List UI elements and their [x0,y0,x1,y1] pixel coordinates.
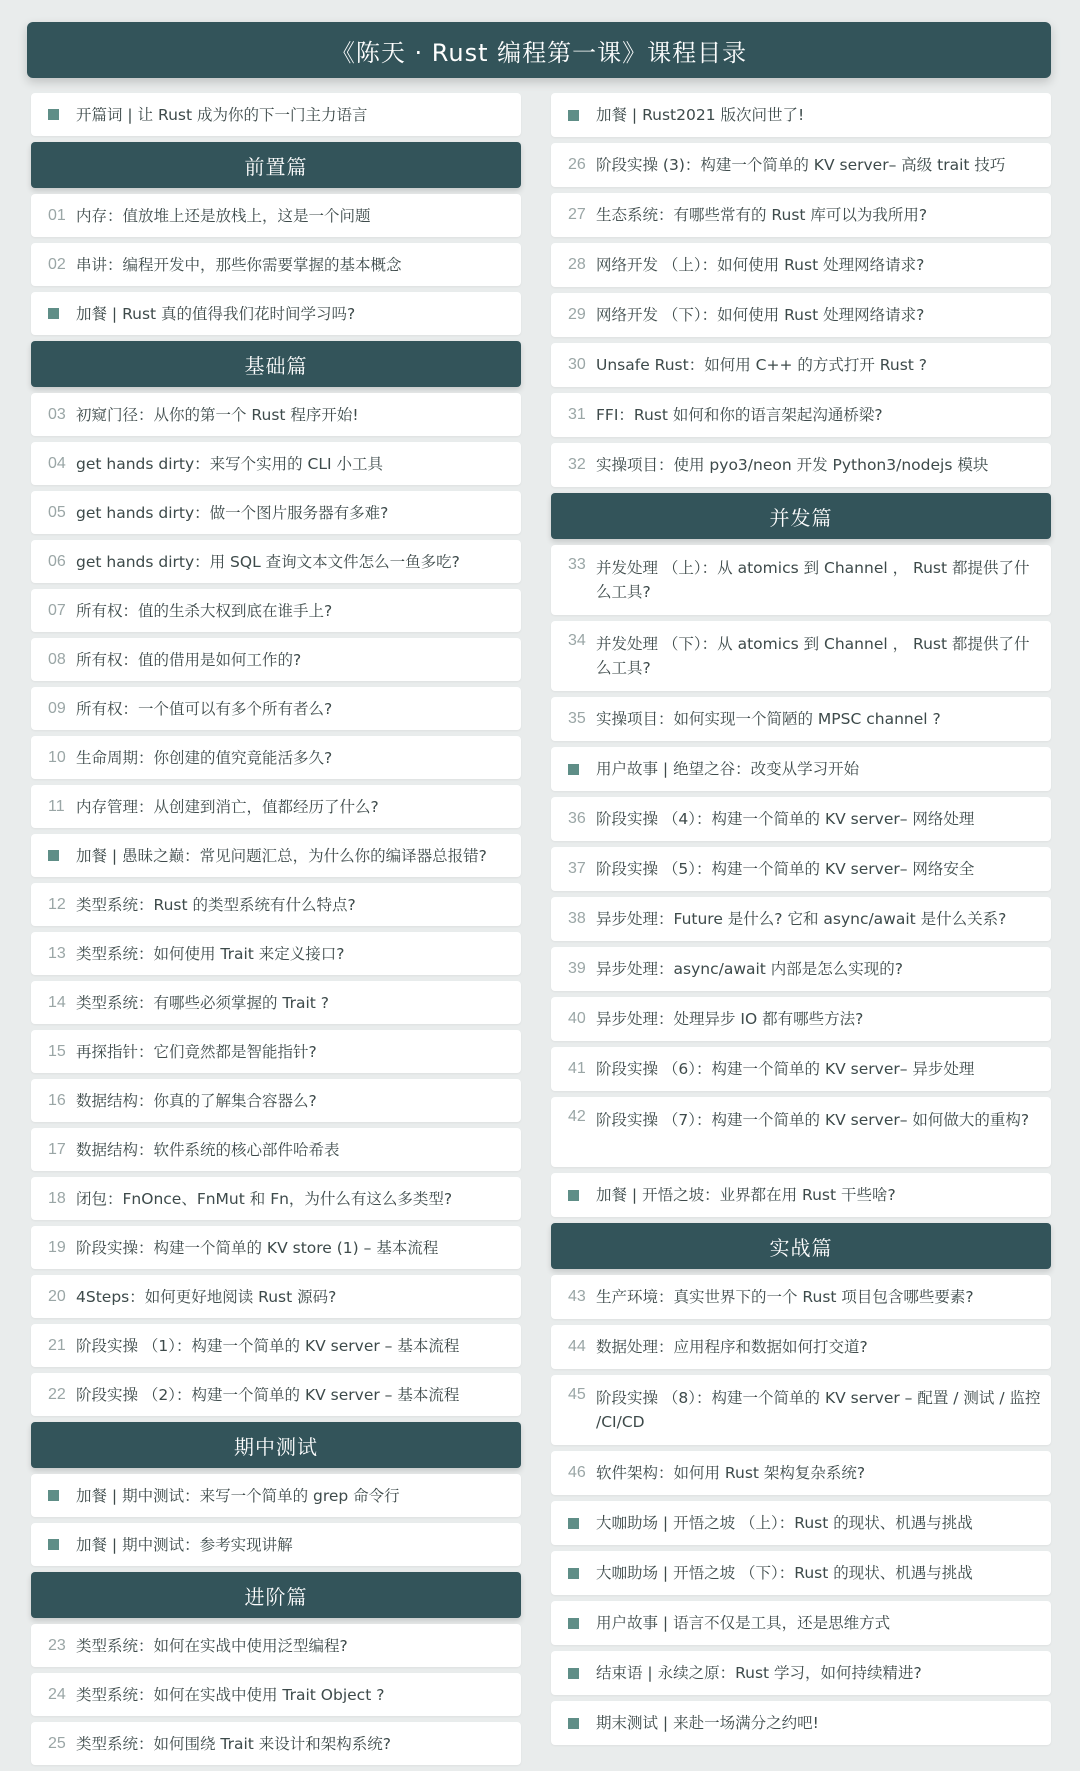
lesson-title: get hands dirty：做一个图片服务器有多难? [76,503,389,522]
lesson-title: 类型系统：Rust 的类型系统有什么特点? [76,895,356,914]
lesson-number: 29 [568,306,586,323]
lesson-title: 阶段实操 （1）：构建一个简单的 KV server – 基本流程 [76,1336,460,1355]
lesson-title: 类型系统：如何围绕 Trait 来设计和架构系统? [76,1734,392,1753]
lesson-number: 19 [48,1238,66,1256]
section-header [31,1572,521,1618]
bullet-cell [568,1718,596,1729]
lesson-title: 阶段实操 （6）：构建一个简单的 KV server– 异步处理 [596,1060,975,1078]
lesson-item[interactable] [551,545,1051,615]
bonus-lesson-item[interactable] [551,1651,1051,1695]
lesson-title: 串讲：编程开发中，那些你需要掌握的基本概念 [76,255,402,274]
lesson-number: 23 [48,1636,66,1654]
title-bar [27,22,1051,78]
lesson-title: 阶段实操 （4）：构建一个简单的 KV server– 网络处理 [596,810,975,828]
lesson-item[interactable] [31,981,521,1024]
section-title: 基础篇 [244,353,308,378]
square-bullet-icon [48,109,59,120]
lesson-number: 39 [568,960,586,977]
square-bullet-icon [568,1668,579,1679]
square-bullet-icon [568,110,579,121]
lesson-item[interactable] [551,621,1051,691]
bullet-cell [568,1618,596,1629]
lesson-number: 07 [48,601,66,619]
lesson-item[interactable] [31,1373,521,1416]
lesson-title: 加餐 | 愚昧之巅：常见问题汇总，为什么你的编译器总报错? [76,846,487,865]
bonus-lesson-item[interactable] [551,1173,1051,1217]
right-column [551,93,1051,1751]
lesson-item[interactable] [31,1030,521,1073]
lesson-number: 05 [48,503,66,521]
lesson-number: 45 [568,1386,586,1403]
lesson-number: 41 [568,1060,586,1077]
bonus-lesson-item[interactable] [551,1501,1051,1545]
lesson-number: 33 [568,556,586,573]
lesson-number: 24 [48,1685,66,1703]
lesson-title: 生态系统：有哪些常有的 Rust 库可以为我所用? [596,206,928,224]
lesson-title: 类型系统：如何在实战中使用泛型编程? [76,1636,348,1655]
lesson-title: 异步处理：处理异步 IO 都有哪些方法? [596,1010,864,1028]
square-bullet-icon [568,1190,579,1201]
lesson-title: 开篇词 | 让 Rust 成为你的下一门主力语言 [76,105,368,124]
section-title: 进阶篇 [244,1584,308,1609]
lesson-item[interactable] [551,947,1051,991]
lesson-item[interactable] [551,897,1051,941]
lesson-item[interactable] [31,589,521,632]
bonus-lesson-item[interactable] [551,747,1051,791]
lesson-title: 生命周期：你创建的值究竟能活多久? [76,748,333,767]
lesson-item[interactable] [31,1722,521,1765]
section-title: 并发篇 [769,505,833,530]
lesson-item[interactable] [551,143,1051,187]
square-bullet-icon [48,1539,59,1550]
square-bullet-icon [568,1518,579,1529]
lesson-title: 大咖助场 | 开悟之坡 （下）：Rust 的现状、机遇与挑战 [596,1564,973,1582]
lesson-title: 所有权：一个值可以有多个所有者么? [76,699,333,718]
lesson-item[interactable] [551,1047,1051,1091]
lesson-title: 数据结构：软件系统的核心部件哈希表 [76,1140,340,1159]
lesson-item[interactable] [551,393,1051,437]
square-bullet-icon [48,1490,59,1501]
lesson-title: 加餐 | 开悟之坡：业界都在用 Rust 干些啥? [596,1186,896,1204]
lesson-item[interactable] [551,243,1051,287]
lesson-item[interactable] [31,1275,521,1318]
lesson-item[interactable] [31,687,521,730]
lesson-title: 所有权：值的生杀大权到底在谁手上? [76,601,333,620]
section-header [31,142,521,188]
lesson-number: 36 [568,810,586,827]
lesson-title: 阶段实操 (3)：构建一个简单的 KV server– 高级 trait 技巧 [596,156,1006,174]
lesson-number: 22 [48,1385,66,1403]
section-title: 实战篇 [769,1235,833,1260]
lesson-item[interactable] [551,1275,1051,1319]
bullet-cell [48,850,76,861]
lesson-title: 4Steps：如何更好地阅读 Rust 源码? [76,1287,337,1306]
lesson-item[interactable] [551,1325,1051,1369]
lesson-number: 42 [568,1108,586,1125]
lesson-item[interactable] [551,193,1051,237]
lesson-number: 16 [48,1091,66,1109]
lesson-title: 并发处理 （上）：从 atomics 到 Channel ， Rust 都提供了什么工具? [596,559,1030,601]
lesson-title: 网络开发 （下）：如何使用 Rust 处理网络请求? [596,306,925,324]
lesson-title: 大咖助场 | 开悟之坡 （上）：Rust 的现状、机遇与挑战 [596,1514,973,1532]
lesson-item[interactable] [31,540,521,583]
lesson-item[interactable] [31,1079,521,1122]
lesson-title: get hands dirty：用 SQL 查询文本文件怎么一鱼多吃? [76,552,460,571]
lesson-number: 37 [568,860,586,877]
lesson-number: 13 [48,944,66,962]
lesson-item[interactable] [31,243,521,286]
lesson-number: 32 [568,456,586,473]
section-header [31,341,521,387]
bullet-cell [48,308,76,319]
lesson-number: 46 [568,1464,586,1481]
lesson-title: get hands dirty：来写个实用的 CLI 小工具 [76,454,384,473]
lesson-title: 再探指针：它们竟然都是智能指针? [76,1042,317,1061]
lesson-item[interactable] [31,1226,521,1269]
lesson-item[interactable] [551,343,1051,387]
lesson-item[interactable] [31,736,521,779]
lesson-number: 06 [48,552,66,570]
lesson-title: 阶段实操 （7）：构建一个简单的 KV server– 如何做大的重构? [596,1111,1030,1129]
lesson-number: 02 [48,255,66,273]
lesson-number: 44 [568,1338,586,1355]
lesson-title: 内存：值放堆上还是放栈上，这是一个问题 [76,206,371,225]
lesson-number: 30 [568,356,586,373]
section-header [551,1223,1051,1269]
lesson-item[interactable] [31,638,521,681]
lesson-title: 用户故事 | 绝望之谷：改变从学习开始 [596,760,860,778]
lesson-number: 03 [48,405,66,423]
lesson-title: 阶段实操 （5）：构建一个简单的 KV server– 网络安全 [596,860,975,878]
square-bullet-icon [48,850,59,861]
section-header [31,1422,521,1468]
lesson-title: Unsafe Rust：如何用 C++ 的方式打开 Rust ? [596,356,927,374]
lesson-item[interactable] [551,293,1051,337]
lesson-item[interactable] [31,194,521,237]
lesson-number: 11 [48,797,65,815]
bullet-cell [568,110,596,121]
bonus-lesson-item[interactable] [551,1701,1051,1745]
square-bullet-icon [48,308,59,319]
lesson-item[interactable] [551,1375,1051,1445]
lesson-title: 软件架构：如何用 Rust 架构复杂系统? [596,1464,866,1482]
lesson-number: 38 [568,910,586,927]
lesson-title: 类型系统：如何在实战中使用 Trait Object ? [76,1685,385,1704]
bonus-lesson-item[interactable] [31,1523,521,1566]
lesson-number: 34 [568,632,586,649]
lesson-number: 17 [48,1140,66,1158]
lesson-number: 40 [568,1010,586,1027]
lesson-title: 内存管理：从创建到消亡，值都经历了什么? [76,797,379,816]
lesson-item[interactable] [551,1451,1051,1495]
lesson-item[interactable] [31,491,521,534]
lesson-title: 阶段实操 （8）：构建一个简单的 KV server – 配置 / 测试 / 监控 /CI/CD [596,1389,1041,1431]
bullet-cell [568,1568,596,1579]
lesson-item[interactable] [551,997,1051,1041]
lesson-title: 类型系统：如何使用 Trait 来定义接口? [76,944,345,963]
lesson-number: 21 [48,1336,66,1354]
lesson-title: 加餐 | Rust2021 版次问世了! [596,106,805,124]
lesson-title: 结束语 | 永续之原：Rust 学习，如何持续精进? [596,1664,922,1682]
lesson-number: 15 [48,1042,66,1060]
lesson-title: 加餐 | 期中测试：参考实现讲解 [76,1535,293,1554]
lesson-title: 阶段实操：构建一个简单的 KV store (1) – 基本流程 [76,1238,439,1257]
lesson-number: 25 [48,1734,66,1752]
bonus-lesson-item[interactable] [551,1551,1051,1595]
lesson-number: 01 [48,206,66,224]
lesson-number: 20 [48,1287,66,1305]
lesson-item[interactable] [31,883,521,926]
lesson-number: 09 [48,699,66,717]
lesson-number: 18 [48,1189,66,1207]
section-header [551,493,1051,539]
lesson-title: FFI：Rust 如何和你的语言架起沟通桥梁? [596,406,883,424]
bullet-cell [568,1518,596,1529]
bonus-lesson-item[interactable] [551,1601,1051,1645]
lesson-number: 26 [568,156,586,173]
lesson-title: 闭包：FnOnce、FnMut 和 Fn，为什么有这么多类型? [76,1189,453,1208]
lesson-title: 数据处理：应用程序和数据如何打交道? [596,1338,868,1356]
lesson-title: 类型系统：有哪些必须掌握的 Trait ? [76,993,330,1012]
lesson-number: 12 [48,895,66,913]
bullet-cell [568,1190,596,1201]
lesson-title: 初窥门径：从你的第一个 Rust 程序开始! [76,405,359,424]
section-title: 期中测试 [234,1434,318,1459]
square-bullet-icon [568,1718,579,1729]
page-title: 《陈天 · Rust 编程第一课》课程目录 [330,38,748,67]
lesson-item[interactable] [31,1624,521,1667]
lesson-title: 实操项目：使用 pyo3/neon 开发 Python3/nodejs 模块 [596,456,989,474]
bullet-cell [568,764,596,775]
bonus-lesson-item[interactable] [31,93,521,136]
lesson-item[interactable] [31,442,521,485]
bonus-lesson-item[interactable] [31,1474,521,1517]
lesson-item[interactable] [31,932,521,975]
lesson-title: 阶段实操 （2）：构建一个简单的 KV server – 基本流程 [76,1385,460,1404]
square-bullet-icon [568,1618,579,1629]
lesson-number: 08 [48,650,66,668]
left-column [31,93,521,1771]
lesson-title: 生产环境：真实世界下的一个 Rust 项目包含哪些要素? [596,1288,974,1306]
lesson-number: 10 [48,748,66,766]
lesson-item[interactable] [31,1324,521,1367]
lesson-title: 数据结构：你真的了解集合容器么? [76,1091,317,1110]
bonus-lesson-item[interactable] [551,93,1051,137]
lesson-title: 期末测试 | 来赴一场满分之约吧! [596,1714,819,1732]
lesson-title: 实操项目：如何实现一个简陋的 MPSC channel ? [596,710,941,728]
bullet-cell [48,109,76,120]
section-title: 前置篇 [244,154,308,179]
lesson-item[interactable] [551,1097,1051,1167]
bullet-cell [48,1490,76,1501]
lesson-number: 14 [48,993,66,1011]
lesson-number: 31 [568,406,586,423]
lesson-item[interactable] [31,1673,521,1716]
lesson-item[interactable] [31,393,521,436]
lesson-item[interactable] [31,1128,521,1171]
lesson-title: 异步处理：async/await 内部是怎么实现的? [596,960,904,978]
lesson-item[interactable] [551,697,1051,741]
lesson-title: 加餐 | Rust 真的值得我们花时间学习吗? [76,304,356,323]
bonus-lesson-item[interactable] [31,834,521,877]
lesson-title: 用户故事 | 语言不仅是工具，还是思维方式 [596,1614,891,1632]
bonus-lesson-item[interactable] [31,292,521,335]
square-bullet-icon [568,1568,579,1579]
lesson-item[interactable] [551,797,1051,841]
lesson-number: 28 [568,256,586,273]
lesson-number: 04 [48,454,66,472]
bullet-cell [48,1539,76,1550]
bullet-cell [568,1668,596,1679]
lesson-title: 异步处理：Future 是什么? 它和 async/await 是什么关系? [596,910,1007,928]
lesson-item[interactable] [551,847,1051,891]
lesson-item[interactable] [31,785,521,828]
lesson-title: 网络开发 （上）：如何使用 Rust 处理网络请求? [596,256,925,274]
lesson-title: 加餐 | 期中测试：来写一个简单的 grep 命令行 [76,1486,400,1505]
lesson-item[interactable] [31,1177,521,1220]
lesson-number: 35 [568,710,586,727]
lesson-number: 43 [568,1288,586,1305]
lesson-item[interactable] [551,443,1051,487]
square-bullet-icon [568,764,579,775]
lesson-title: 并发处理 （下）：从 atomics 到 Channel ， Rust 都提供了什么工具? [596,635,1030,677]
lesson-number: 27 [568,206,586,223]
lesson-title: 所有权：值的借用是如何工作的? [76,650,302,669]
